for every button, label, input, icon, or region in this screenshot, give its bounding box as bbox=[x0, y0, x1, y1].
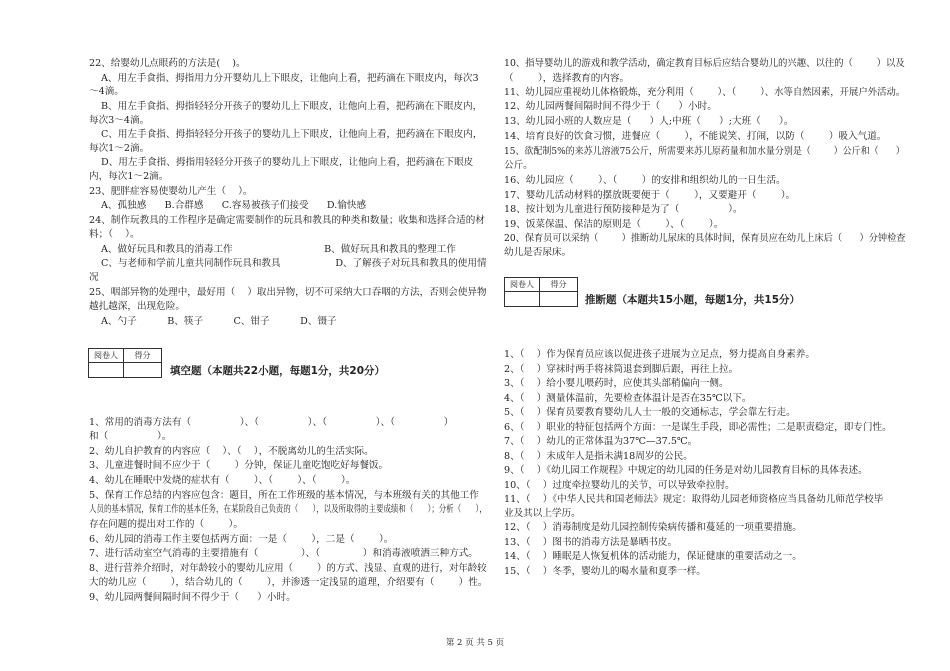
text-line: 每次1～2滴。 bbox=[89, 143, 150, 154]
text-line: 每次3～4滴。 bbox=[89, 115, 150, 126]
score-box-judge bbox=[504, 277, 578, 307]
text-line: 4、（ ）测量体温前，先要检查体温计是否在35℃以下。 bbox=[504, 393, 752, 404]
text-line: 13、（ ）图书的消毒方法是暴晒书皮。 bbox=[504, 537, 678, 548]
text-line: 5、（ ）保育员要教育婴幼儿人士一般的交通标志，学会靠左行走。 bbox=[504, 407, 796, 418]
text-line: 20、保育员可以采纳（ ）推断幼儿尿床的具体时间，保育员应在幼儿上床后（ ）分钟检查 bbox=[504, 233, 906, 244]
text-line: 14、（ ）睡眠是人恢复机体的活动能力，保证健康的重要活动之一。 bbox=[504, 551, 802, 562]
text-line: 6、幼儿园的消毒工作主要包括两方面：一是（ ），二是（ ）。 bbox=[89, 534, 394, 545]
text-line: 10、（ ）过度牵拉婴幼儿的关节，可以导致牵拉肘。 bbox=[504, 480, 735, 491]
text-line: C、与老师和学前儿童共同制作玩具和教具 D、了解孩子对玩具和教具的使用情 bbox=[101, 258, 487, 269]
text-line: 8、进行营养介绍时，对年龄较小的婴幼儿应用（ ）的方式、浅显、直观的进行，对年龄较 bbox=[89, 563, 487, 574]
text-line: 内，每次1～2滴。 bbox=[89, 171, 169, 182]
text-line: 幼儿是否尿床。 bbox=[504, 247, 572, 258]
text-line: 10、指导婴幼儿的游戏和教学活动，确定教育目标后应结合婴幼儿的兴趣、以往的（ ）以及 bbox=[504, 58, 905, 69]
text-line: 16、幼儿园应（ ）、（ ）的安排和组织幼儿的一日生活。 bbox=[504, 175, 786, 186]
text-line: ～4滴。 bbox=[89, 86, 124, 97]
text-line: 1、（ ）作为保育员应该以促进孩子进展为立足点，努力提高自身素养。 bbox=[504, 349, 815, 360]
text-line: 12、（ ）消毒制度是幼儿园控制传染病传播和蔓延的一项重要措施。 bbox=[504, 522, 802, 533]
text-line: 业及其以上学历。 bbox=[504, 508, 581, 519]
text-line: D、用左手食指、拇指用轻轻分开孩子的婴幼儿上下眼皮，让他向上看，把药滴在下眼皮 bbox=[101, 157, 474, 168]
text-line: 存在问题的提出对工作的（ ）。 bbox=[89, 519, 243, 530]
text-line: 7、进行活动室空气消毒的主要措施有（ ）、（ ）和消毒液喷洒三种方式。 bbox=[89, 548, 478, 559]
text-line: 6、（ ）职业的特征包括两个方面：一是谋生手段，即必需性；二是职责稳定，即专门性。 bbox=[504, 422, 892, 433]
reviewer-label: 阅卷人 bbox=[94, 351, 118, 360]
text-line: 25、咽部异物的处理中，最好用（ ）取出异物，切不可采纳大口吞咽的方法，否则会使异物 bbox=[89, 287, 487, 298]
text-line: 11、幼儿园应重视幼儿体格锻炼，充分利用（ ）、（ ）、水等自然因素，开展户外活动。 bbox=[504, 87, 906, 98]
text-line: 3、儿童进餐时间不应少于（ ）分钟，保证儿童吃饱吃好每餐饭。 bbox=[89, 460, 389, 471]
text-line: （ ），选择教育的内容。 bbox=[504, 73, 630, 84]
text-line: 22、给婴幼儿点眼药的方法是( )。 bbox=[89, 58, 246, 69]
text-line: 12、幼儿园两餐间隔时间不得少于（ ）小时。 bbox=[504, 101, 717, 112]
text-line: 和（ ）。 bbox=[89, 431, 172, 442]
text-line: A、孤独感 B.合群感 C.容易被孩子们接受 D.愉快感 bbox=[101, 200, 367, 211]
text-line: 15、（ ）冬季，婴幼儿的喝水量和夏季一样。 bbox=[504, 566, 706, 577]
text-line: 14、培育良好的饮食习惯，进餐应（ ），不能说笑、打闹，以防（ ）吸入气道。 bbox=[504, 131, 887, 142]
text-line: 3、（ ）给小婴儿喂药时，应使其头部稍偏向一侧。 bbox=[504, 378, 729, 389]
text-line: 人员的基本情况，保育工作的基本任务，在某阶段自己负责的（ ），以及所取得的主要成绩和（ ）；分析（ ）， bbox=[89, 504, 487, 515]
text-line: 9、幼儿园两餐间隔时间不得少于（ ）小时。 bbox=[89, 592, 296, 603]
text-line: A、做好玩具和教具的消毒工作 B、做好玩具和教具的整理工作 bbox=[101, 244, 456, 255]
text-line: 23、肥胖症容易使婴幼儿产生（ ）。 bbox=[89, 186, 253, 197]
text-line: 9、（ ）《幼儿园工作规程》中规定的幼儿园的任务是对幼儿园教育目标的具体表述。 bbox=[504, 465, 868, 476]
text-line: 5、保育工作总结的内容应包含：题目，所在工作班级的基本情况，与本班级有关的其他工作 bbox=[89, 490, 479, 501]
reviewer-label: 阅卷人 bbox=[510, 280, 534, 289]
text-line: 越扎越深，出现危险。 bbox=[89, 301, 185, 312]
text-line: 7、（ ）幼儿的正常体温为37℃—37.5℃。 bbox=[504, 436, 698, 447]
text-line: 大的幼儿应（ ），结合幼儿的（ ），并渗透一定浅显的道理，介绍要有（ ）性。 bbox=[89, 577, 488, 588]
text-line: A、用左手食指、拇指用力分开婴幼儿上下眼皮，让他向上看，把药滴在下眼皮内，每次3 bbox=[101, 73, 479, 84]
text-line: 19、饭菜保温、保洁的原则是（ ）、（ ）。 bbox=[504, 219, 724, 230]
text-line: 况 bbox=[89, 272, 99, 283]
text-line: 13、幼儿园小班的人数应是（ ）人;中班（ ）;大班（ ）。 bbox=[504, 116, 794, 127]
text-line: 17、婴幼儿活动材料的摆放既要便于（ ），又要避开（ ）。 bbox=[504, 190, 796, 201]
text-line: 料；（ ）。 bbox=[89, 229, 140, 240]
score-box-fill bbox=[88, 348, 162, 378]
text-line: 1、常用的消毒方法有（ ）、（ ）、（ ）、（ ） bbox=[89, 417, 454, 428]
section-title-judge: 推断题（本题共15小题，每题1分，共15分） bbox=[585, 294, 801, 306]
text-line: 4、幼儿在睡眠中发烧的症状有（ ）、（ ）、（ ）。 bbox=[89, 475, 356, 486]
text-line: 8、（ ）未成年人是指未满18周岁的公民。 bbox=[504, 451, 693, 462]
score-label: 得分 bbox=[550, 280, 567, 289]
text-line: 2、幼儿自护教育的内容应（ ）、（ ），不脱离幼儿的生活实际。 bbox=[89, 446, 374, 457]
text-line: 公斤。 bbox=[504, 160, 533, 171]
page-footer: 第 2 页 共 5 页 bbox=[445, 638, 505, 648]
section-title-fill: 填空题（本题共22小题，每题1分，共20分） bbox=[170, 365, 386, 377]
text-line: 2、（ ）穿袜时两手将袜筒退套到脚后跟，再往上拉。 bbox=[504, 364, 739, 375]
text-line: C、用左手食指、拇指轻轻分开孩子的婴幼儿上下眼皮，让他向上看，把药滴在下眼皮内， bbox=[101, 129, 483, 140]
text-line: 24、制作玩教具的工作程序是确定需要制作的玩具和教具的种类和数量；收集和选择合适的材 bbox=[89, 215, 485, 226]
score-label: 得分 bbox=[134, 351, 151, 360]
text-line: 18、按计划为儿童进行预防接种是为了（ ）。 bbox=[504, 204, 743, 215]
text-line: A、勺子 B、筷子 C、钳子 D、镊子 bbox=[101, 316, 337, 327]
text-line: B、用左手食指、拇指轻轻分开孩子的婴幼儿上下眼皮，让他向上看，把药滴在下眼皮内， bbox=[101, 101, 483, 112]
text-line: 15、欲配制5%的来苏儿溶液75公斤，所需要来苏儿原药量和加水量分别是（ ）公斤和（ ） bbox=[504, 146, 905, 157]
text-line: 11、（ ）《中华人民共和国老师法》规定：取得幼儿园老师资格应当具备幼儿师范学校毕 bbox=[504, 494, 884, 505]
